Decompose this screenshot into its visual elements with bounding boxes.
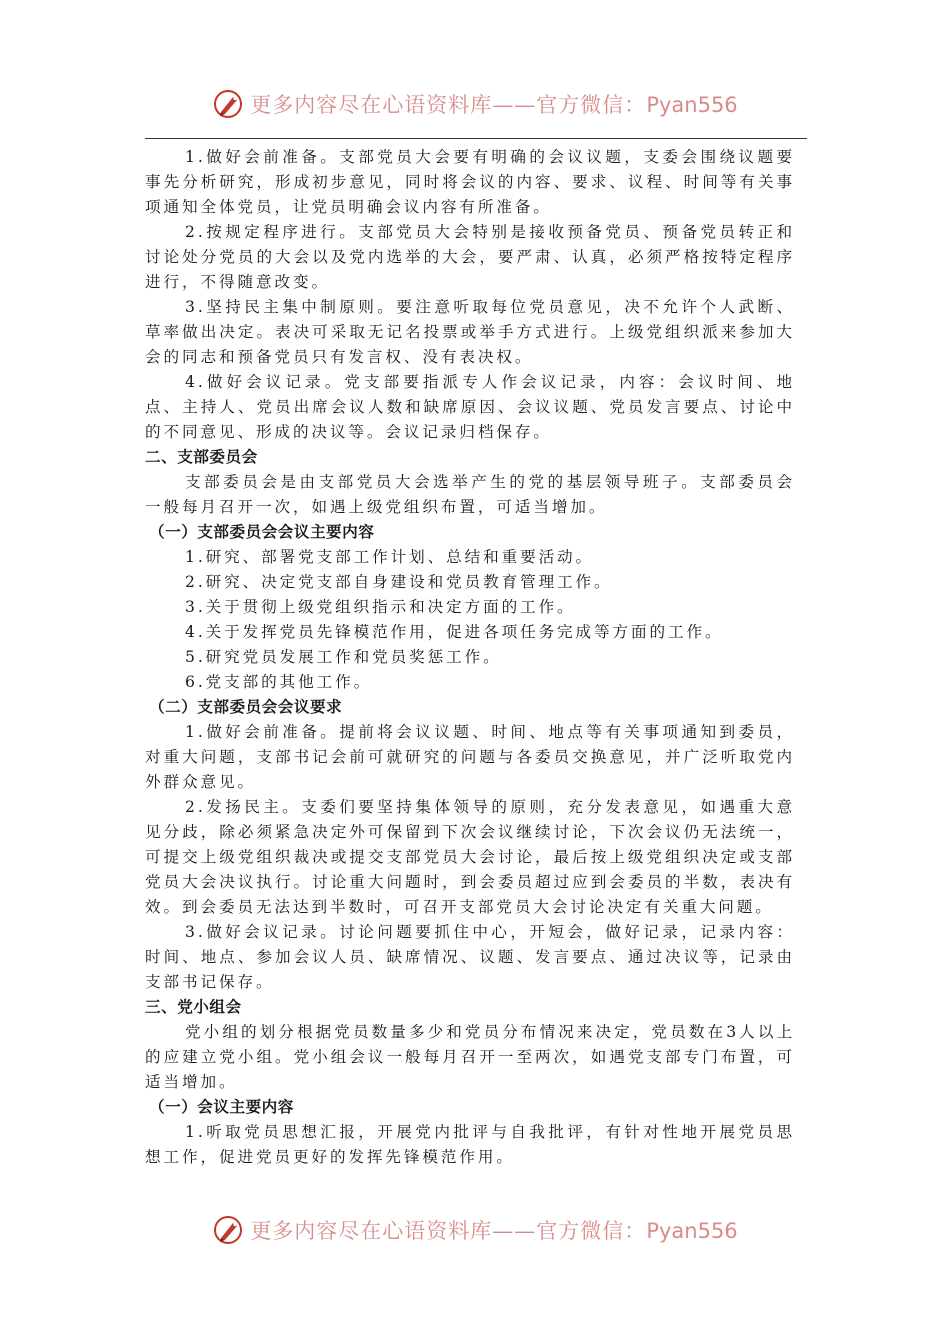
list-item: 5.研究党员发展工作和党员奖惩工作。 [185,648,502,666]
paragraph: 党小组的划分根据党员数量多少和党员分布情况来决定，党员数在3人以上的应建立党小组。党小组会议一般每月召开一至两次，如遇党支部专门布置，可适当增加。 [145,1023,795,1091]
subsection-heading: （一）会议主要内容 [149,1098,294,1116]
pen-nib-icon [212,1214,244,1246]
section-heading: 三、党小组会 [145,998,242,1016]
section-heading: 二、支部委员会 [145,448,258,466]
subsection-heading: （二）支部委员会会议要求 [149,698,343,716]
list-item: 1.研究、部署党支部工作计划、总结和重要活动。 [185,548,595,566]
watermark-text: 更多内容尽在心语资料库——官方微信：Pyan556 [250,93,738,117]
watermark-banner-top [0,84,950,124]
list-item: 2.研究、决定党支部自身建设和党员教育管理工作。 [185,573,613,591]
list-item: 3.关于贯彻上级党组织指示和决定方面的工作。 [185,598,576,616]
paragraph: 1.听取党员思想汇报，开展党内批评与自我批评，有针对性地开展党员思想工作，促进党员更好的发挥先锋模范作用。 [145,1123,795,1166]
watermark-text: 更多内容尽在心语资料库——官方微信：Pyan556 [250,1219,738,1243]
paragraph: 1.做好会前准备。支部党员大会要有明确的会议议题，支委会围绕议题要事先分析研究，形成初步意见，同时将会议的内容、要求、议程、时间等有关事项通知全体党员，让党员明确会议内容有所准备。 [145,148,795,216]
paragraph: 2.按规定程序进行。支部党员大会特别是接收预备党员、预备党员转正和讨论处分党员的大会以及党内选举的大会，要严肃、认真，必须严格按特定程序进行，不得随意改变。 [145,223,795,291]
paragraph: 4.做好会议记录。党支部要指派专人作会议记录，内容：会议时间、地点、主持人、党员出席会议人数和缺席原因、会议议题、党员发言要点、讨论中的不同意见、形成的决议等。会议记录归档保存。 [145,373,795,441]
paragraph: 1.做好会前准备。提前将会议议题、时间、地点等有关事项通知到委员，对重大问题，支部书记会前可就研究的问题与各委员交换意见，并广泛听取党内外群众意见。 [145,723,795,791]
watermark-banner-bottom [0,1210,950,1250]
subsection-heading: （一）支部委员会会议主要内容 [149,523,375,541]
pen-nib-icon [212,88,244,120]
paragraph: 3.坚持民主集中制原则。要注意听取每位党员意见，决不允许个人武断、草率做出决定。表决可采取无记名投票或举手方式进行。上级党组织派来参加大会的同志和预备党员只有发言权、没有表决权。 [145,298,795,366]
paragraph: 3.做好会议记录。讨论问题要抓住中心，开短会，做好记录，记录内容：时间、地点、参加会议人员、缺席情况、议题、发言要点、通过决议等，记录由支部书记保存。 [145,923,795,991]
paragraph: 2.发扬民主。支委们要坚持集体领导的原则，充分发表意见，如遇重大意见分歧，除必须紧急决定外可保留到下次会议继续讨论，下次会议仍无法统一，可提交上级党组织裁决或提交支部党员大会讨论，最后按上级党组织决定或支部党员大会决议执行。讨论重大问题时，到会委员超过应到会委员的半数，表决有效。到会委员无法达到半数时，可召开支部党员大会讨论决定有关重大问题。 [145,798,795,916]
header-rule [145,138,807,139]
list-item: 4.关于发挥党员先锋模范作用，促进各项任务完成等方面的工作。 [185,623,724,641]
list-item: 6.党支部的其他工作。 [185,673,373,691]
paragraph: 支部委员会是由支部党员大会选举产生的党的基层领导班子。支部委员会一般每月召开一次，如遇上级党组织布置，可适当增加。 [145,473,795,516]
document-body [145,145,795,1170]
